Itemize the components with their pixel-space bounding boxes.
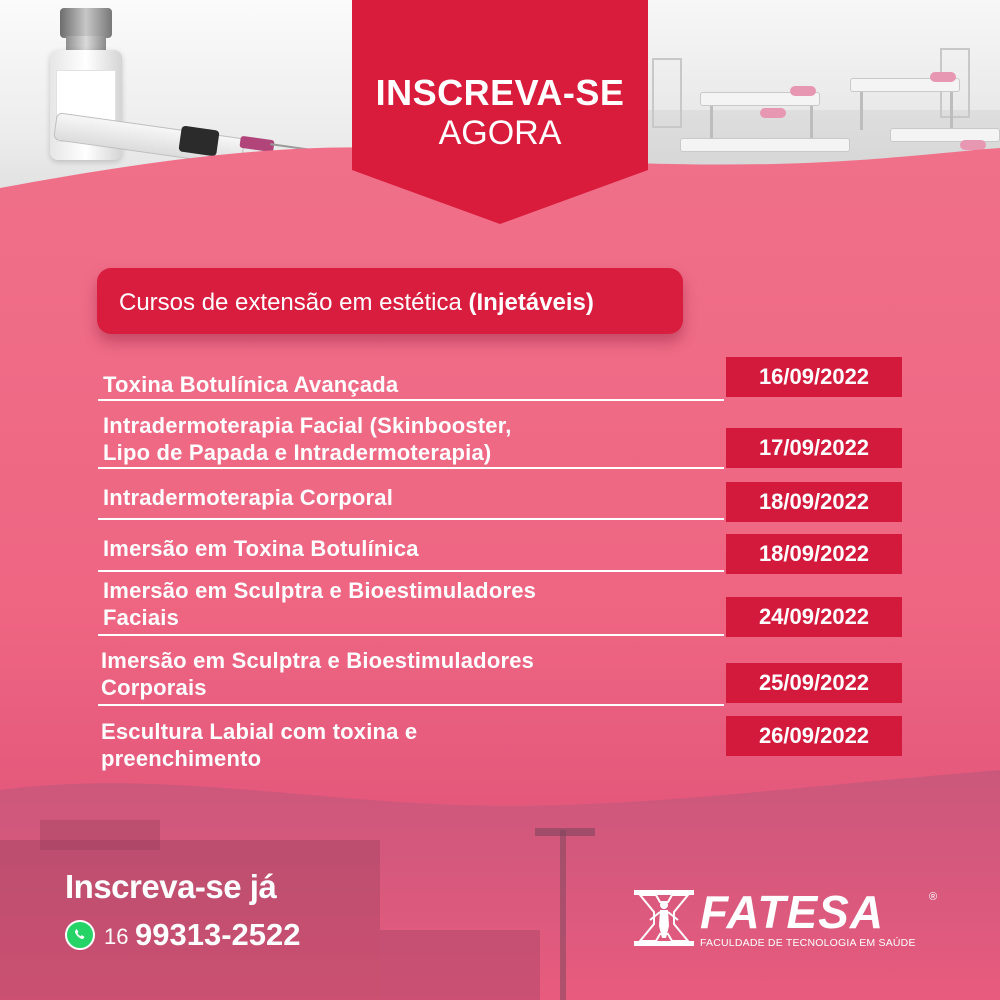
course-name	[103, 484, 393, 511]
lamp-pole	[560, 830, 566, 1000]
course-date: 24/09/2022	[726, 597, 902, 637]
course-name-line: Imersão em Toxina Botulínica	[103, 536, 419, 561]
registered-mark: ®	[929, 891, 938, 903]
course-date: 17/09/2022	[726, 428, 902, 468]
course-name-line: Imersão em Sculptra e Bioestimuladores	[101, 648, 535, 673]
cta-heading: Inscreva-se já	[65, 868, 277, 905]
building-silhouette	[380, 930, 540, 1000]
course-name-line: Corporais	[101, 675, 207, 700]
course-date: 16/09/2022	[726, 357, 902, 397]
course-name-line: Toxina Botulínica Avançada	[103, 372, 399, 397]
logo-tagline: FACULDADE DE TECNOLOGIA EM SAÚDE	[700, 937, 916, 949]
banner-title: INSCREVA-SE	[375, 72, 625, 113]
course-date: 25/09/2022	[726, 663, 902, 703]
category-label: Cursos de extensão em estética	[119, 289, 469, 316]
course-divider	[98, 704, 724, 706]
course-divider	[98, 518, 724, 520]
course-divider	[98, 399, 724, 401]
phone-area-code[interactable]: 16	[104, 924, 129, 949]
fatesa-logo-icon	[634, 888, 694, 948]
phone-handset-icon	[71, 926, 89, 944]
course-name	[103, 412, 512, 466]
logo-wordmark: FATESA	[700, 886, 885, 938]
course-name-line: Faciais	[103, 605, 180, 630]
category-bold: (Injetáveis)	[468, 289, 594, 316]
course-name	[103, 371, 398, 398]
course-name	[103, 577, 536, 631]
course-name	[101, 718, 417, 772]
course-date: 18/09/2022	[726, 534, 902, 574]
building-roof	[40, 820, 160, 850]
course-name-line: Lipo de Papada e Intradermoterapia)	[103, 440, 492, 465]
course-name-line: Escultura Labial com toxina e	[101, 719, 418, 744]
phone-number[interactable]: 99313-2522	[135, 917, 301, 952]
course-name	[101, 647, 534, 701]
course-name	[103, 535, 419, 562]
course-divider	[98, 570, 724, 572]
course-name-line: preenchimento	[101, 746, 262, 771]
course-date: 26/09/2022	[726, 716, 902, 756]
lamp-head	[535, 828, 595, 836]
course-name-line: Intradermoterapia Facial (Skinbooster,	[103, 413, 512, 438]
course-date: 18/09/2022	[726, 482, 902, 522]
course-name-line: Intradermoterapia Corporal	[103, 485, 394, 510]
course-divider	[98, 467, 724, 469]
category-text	[119, 289, 679, 317]
course-divider	[98, 634, 724, 636]
course-name-line: Imersão em Sculptra e Bioestimuladores	[103, 578, 537, 603]
whatsapp-icon[interactable]	[65, 920, 95, 950]
banner-subtitle: AGORA	[438, 114, 562, 152]
